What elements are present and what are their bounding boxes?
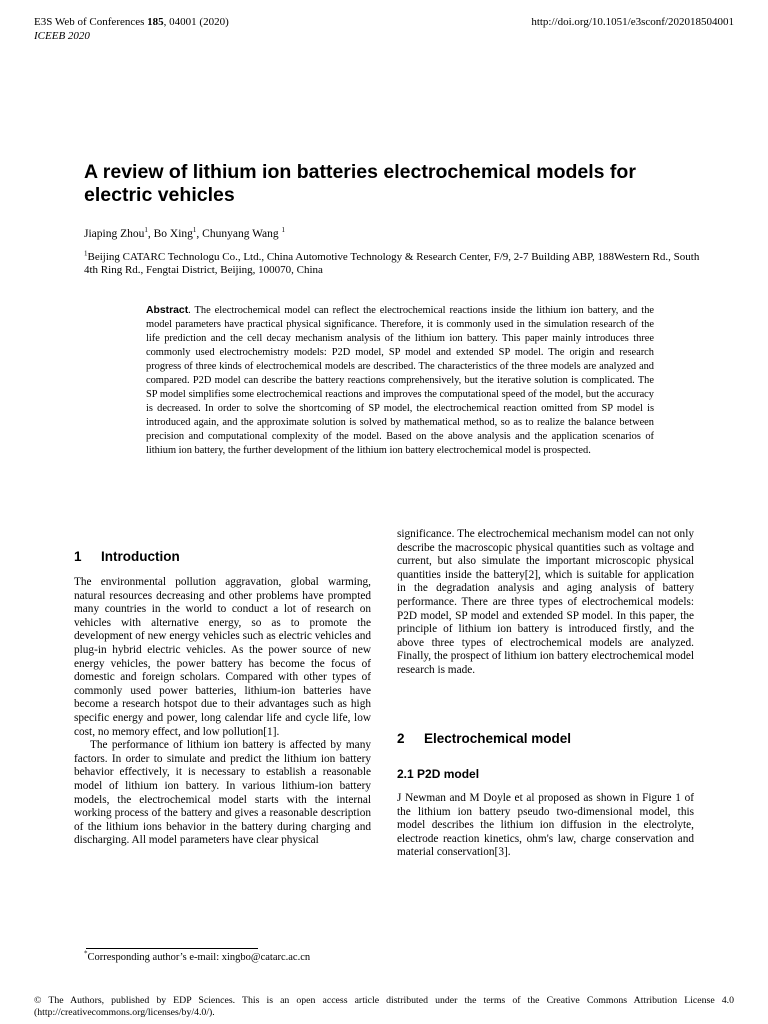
conference-name: ICEEB 2020 — [34, 30, 90, 42]
footnote — [84, 949, 311, 964]
paragraph-continued: significance. The electrochemical mechanism model can not only describe the macroscopic physical quantities such as voltage and current, but also simulate the important microscopic physical quantities inside the battery[2], which is suitable for application in the degradation analysis and aging analysis of battery performance. There are three types of electrochemical models: P2D model, SP model and extended SP model. In this paper, the principle of lithium ion battery is introduced firstly, and the above three types of electrochemical models are analyzed. Finally, the prospect of lithium ion battery electrochemical model research is made. — [397, 528, 694, 676]
paper-title: A review of lithium ion batteries electrochemical models for electric vehicles — [84, 161, 636, 206]
author-affiliation-mark: 1 — [281, 226, 286, 235]
author-affiliation-mark: 1 — [144, 226, 148, 235]
right-column-body — [397, 528, 694, 678]
paragraph: The environmental pollution aggravation, global warming, natural resources decreasing and other problems have prompted many countries in the world to conduct a lot of research on vehicles with alternative energy, so as to promote the development of new energy vehicles such as electric vehicles and plug-in hybrid electric vehicles. As the power source of new energy vehicles, the power battery has become the focus of domestic and foreign scholars. Compared with other types of commonly used power batteries, lithium-ion batteries have become a research hotspot due to their advantages such as high specific energy and power, long calendar life and cycle life, low cost, no memory effect, and low pollution[1]. — [74, 576, 371, 738]
journal-prefix: E3S Web of Conferences — [34, 16, 148, 28]
abstract-text: . The electrochemical model can reflect the electrochemical reactions inside the lithium ion battery, and the model parameters have practical physical significance. Therefore, it is commonly used in the simulation research of the life prediction and the cell decay mechanism analysis of the lithium ion battery. This paper mainly introduces three commonly used electrochemistry models: P2D model, SP model and extended SP model. The origin and research progress of three kinds of electrochemical models are described. The characteristics of the three models are analyzed and compared. P2D model can describe the battery reactions comprehensively, but the iterative solution is complicated. The SP model simplifies some electrochemical reactions and improves the computational speed of the model, but the accuracy is decreased. In order to solve the shortcoming of SP model, the electrochemical reaction omitted from SP model is introduced again, and the approximate solution is solved by mathematical method, so as to realize the balance between precision and computational complexity of the model. Based on the above analysis and the application scenarios of lithium ion battery, the further development of the lithium ion battery electrochemical model is prospected. — [146, 305, 654, 456]
section-title: Electrochemical model — [424, 731, 572, 746]
abstract-label: Abstract — [146, 305, 189, 316]
p2d-paragraph: J Newman and M Doyle et al proposed as shown in Figure 1 of the lithium ion battery pseudo two-dimensional model, this model describes the lithium ion diffusion in the electrolyte, electrode reaction kinetics, ohm's law, charge conservation and material conservation[3]. — [397, 792, 694, 859]
section-heading-introduction — [74, 549, 180, 565]
author-separator: , — [147, 228, 154, 240]
abstract — [146, 304, 654, 458]
author-name: Chunyang Wang — [202, 228, 282, 240]
footnote-text: Corresponding author’s e-mail: xingbo@catarc.ac.cn — [87, 952, 311, 963]
author-separator: , — [196, 228, 203, 240]
left-column-body — [74, 576, 371, 848]
footnote-divider — [86, 948, 258, 949]
license-notice: © The Authors, published by EDP Sciences. This is an open access article distributed under the terms of the Creative Commons Attribution License 4.0 (http://creativecommons.org/licenses/by/4.0/). — [34, 995, 734, 1018]
section-number: 2 — [397, 731, 405, 746]
author-affiliation-mark: 1 — [192, 226, 197, 235]
journal-article: , 04001 (2020) — [163, 16, 229, 28]
affiliation-mark: 1 — [84, 249, 88, 258]
footnote-marker: * — [84, 949, 88, 958]
author-name: Jiaping Zhou — [84, 228, 145, 240]
section-number: 1 — [74, 549, 82, 564]
section-title: Introduction — [101, 549, 180, 564]
journal-volume: 185 — [147, 16, 164, 28]
paragraph: The performance of lithium ion battery is affected by many factors. In order to simulate and predict the lithium ion battery behavior effectively, it is necessary to establish a reasonable model of lithium ion battery. In various lithium-ion battery models, the electrochemical model starts with the internal working process of the battery and gives a reasonable description of the lithium ions behavior in the battery during charging and discharging. All model parameters have clear physical — [74, 739, 371, 847]
author-list — [84, 227, 285, 241]
subsection-heading-p2d: 2.1 P2D model — [397, 767, 480, 781]
affiliation-text: Beijing CATARC Technologu Co., Ltd., China Automotive Technology & Research Center, F/9, 2-7 Building ABP, 188Western Rd., South 4th Ring Rd., Fengtai District, Beijing, 100070, China — [84, 251, 700, 276]
journal-citation — [34, 16, 229, 29]
affiliation — [84, 251, 714, 277]
section-heading-electrochemical-model — [397, 731, 571, 747]
author-name: Bo Xing — [153, 228, 193, 240]
doi-link[interactable]: http://doi.org/10.1051/e3sconf/202018504001 — [531, 16, 734, 28]
